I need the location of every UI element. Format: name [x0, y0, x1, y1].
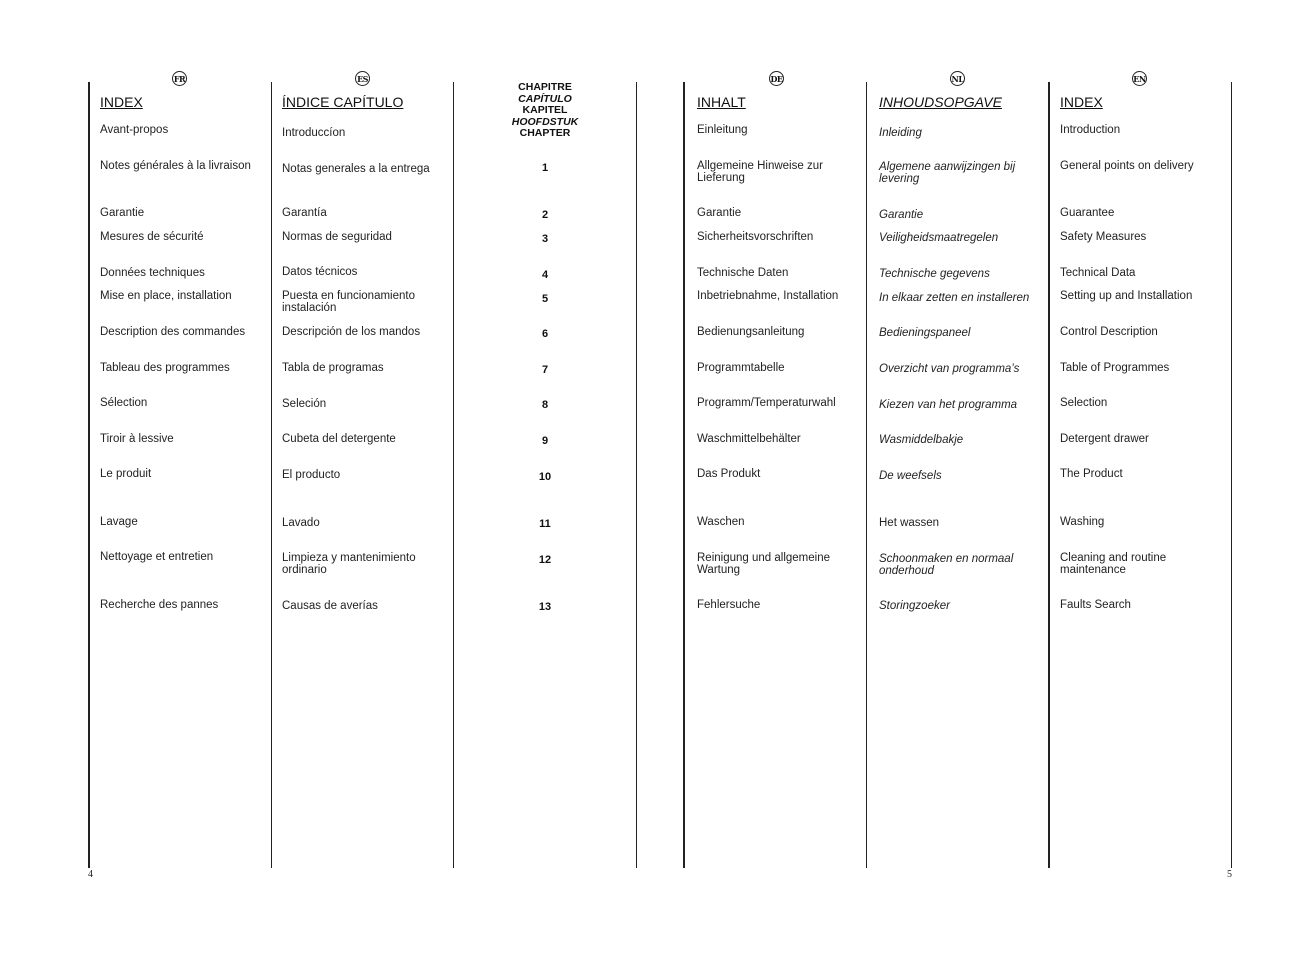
index-entry: Storingzoeker: [879, 600, 950, 612]
index-entry: Algemene aanwijzingen bij levering: [879, 161, 1016, 185]
chapter-header-nl: HOOFDSTUK: [511, 115, 579, 128]
index-entry: Tabla de programas: [282, 362, 384, 374]
chapter-number: 6: [541, 328, 549, 340]
index-entry: Washing: [1060, 516, 1105, 528]
index-entry: Cleaning and routine maintenance: [1060, 552, 1167, 576]
chapter-number: 1: [541, 162, 549, 174]
index-entry: Waschmittelbehälter: [697, 433, 801, 445]
index-entry: Bedieningspaneel: [879, 327, 971, 339]
index-entry: Description des commandes: [100, 326, 246, 338]
index-entry: Mise en place, installation: [100, 290, 232, 302]
index-title-fr: INDEX: [100, 94, 143, 110]
index-entry: Mesures de sécurité: [100, 231, 204, 243]
index-entry: Nettoyage et entretien: [100, 551, 214, 563]
column-rule: [271, 82, 272, 868]
index-entry: Reinigung und allgemeine Wartung: [697, 552, 830, 576]
index-entry: Descripción de los mandos: [282, 326, 421, 338]
index-entry: Table of Programmes: [1060, 362, 1170, 374]
index-entry: Allgemeine Hinweise zur Lieferung: [697, 160, 823, 184]
index-entry: Sicherheitsvorschriften: [697, 231, 814, 243]
language-badge-de: DE: [769, 71, 784, 86]
index-entry: Sélection: [100, 397, 148, 409]
index-entry: Limpieza y mantenimiento ordinario: [282, 552, 416, 576]
index-entry: Technische Daten: [697, 267, 789, 279]
chapter-number: 13: [538, 601, 552, 613]
language-badge-es: ES: [355, 71, 370, 86]
index-entry: In elkaar zetten en installeren: [879, 292, 1030, 304]
index-entry: Données techniques: [100, 267, 205, 279]
column-rule: [453, 82, 454, 868]
chapter-number: 3: [541, 233, 549, 245]
column-rule: [88, 82, 90, 868]
index-entry: Technical Data: [1060, 267, 1136, 279]
chapter-number: 12: [538, 554, 552, 566]
index-entry: Seleción: [282, 398, 327, 410]
chapter-number: 7: [541, 364, 549, 376]
index-entry: Avant-propos: [100, 124, 169, 136]
index-entry: Lavado: [282, 517, 320, 529]
index-entry: Garantía: [282, 207, 327, 219]
chapter-number: 2: [541, 209, 549, 221]
index-entry: Waschen: [697, 516, 745, 528]
index-entry: Technische gegevens: [879, 268, 990, 280]
page-number-left: 4: [88, 869, 93, 880]
index-entry: De weefsels: [879, 470, 942, 482]
index-entry: Setting up and Installation: [1060, 290, 1193, 302]
index-entry: Overzicht van programma’s: [879, 363, 1020, 375]
chapter-header-es: CAPÍTULO: [518, 92, 572, 105]
index-entry: Introduction: [1060, 124, 1121, 136]
index-entry: Garantie: [100, 207, 145, 219]
index-entry: Le produit: [100, 468, 152, 480]
index-entry: Veiligheidsmaatregelen: [879, 232, 999, 244]
index-entry: Recherche des pannes: [100, 599, 219, 611]
index-entry: Einleitung: [697, 124, 748, 136]
column-rule: [1231, 82, 1232, 868]
index-entry: Inleiding: [879, 127, 922, 139]
index-entry: Datos técnicos: [282, 266, 358, 278]
chapter-number: 10: [538, 471, 552, 483]
index-entry: Safety Measures: [1060, 231, 1147, 243]
index-entry: Garantie: [879, 209, 924, 221]
index-entry: Lavage: [100, 516, 138, 528]
chapter-number: 11: [539, 518, 551, 530]
index-entry: Normas de seguridad: [282, 231, 392, 243]
index-entry: Detergent drawer: [1060, 433, 1149, 445]
language-badge-fr: FR: [172, 71, 187, 86]
index-entry: Control Description: [1060, 326, 1158, 338]
chapter-number: 4: [541, 269, 549, 281]
column-rule: [1048, 82, 1050, 868]
index-entry: Inbetriebnahme, Installation: [697, 290, 839, 302]
language-badge-nl: NL: [950, 71, 965, 86]
index-entry: Notas generales a la entrega: [282, 163, 430, 175]
index-entry: Selection: [1060, 397, 1108, 409]
index-entry: Het wassen: [879, 517, 940, 529]
column-rule: [636, 82, 637, 868]
index-entry: Garantie: [697, 207, 742, 219]
index-title-nl: INHOUDSOPGAVE: [879, 94, 1002, 110]
index-entry: Schoonmaken en normaal onderhoud: [879, 553, 1014, 577]
page-number-right: 5: [1227, 869, 1232, 880]
index-entry: Notes générales à la livraison: [100, 160, 251, 172]
index-entry: Tableau des programmes: [100, 362, 230, 374]
index-entry: Introduccíon: [282, 127, 346, 139]
chapter-header: [500, 82, 590, 140]
index-entry: Faults Search: [1060, 599, 1131, 611]
chapter-header-en: CHAPTER: [519, 127, 571, 139]
chapter-number: 9: [541, 435, 549, 447]
chapter-header-de: KAPITEL: [522, 104, 568, 116]
index-title-en: INDEX: [1060, 94, 1103, 110]
column-rule: [683, 82, 685, 868]
index-entry: El producto: [282, 469, 341, 481]
index-entry: Causas de averías: [282, 600, 378, 612]
index-entry: Fehlersuche: [697, 599, 761, 611]
chapter-header-fr: CHAPITRE: [518, 81, 572, 93]
index-entry: Kiezen van het programma: [879, 399, 1018, 411]
index-title-de: INHALT: [697, 94, 746, 110]
index-entry: Cubeta del detergente: [282, 433, 396, 445]
index-entry: Puesta en funcionamiento instalación: [282, 290, 415, 314]
chapter-number: 8: [541, 399, 549, 411]
index-entry: General points on delivery: [1060, 160, 1194, 172]
index-entry: The Product: [1060, 468, 1123, 480]
index-entry: Tiroir à lessive: [100, 433, 174, 445]
index-entry: Programm/Temperaturwahl: [697, 397, 836, 409]
index-entry: Bedienungsanleitung: [697, 326, 805, 338]
column-rule: [866, 82, 867, 868]
index-entry: Guarantee: [1060, 207, 1115, 219]
chapter-number: 5: [541, 293, 549, 305]
index-entry: Programmtabelle: [697, 362, 785, 374]
index-entry: Wasmiddelbakje: [879, 434, 964, 446]
index-entry: Das Produkt: [697, 468, 761, 480]
language-badge-en: EN: [1132, 71, 1147, 86]
index-title-es: ÍNDICE CAPÍTULO: [282, 94, 404, 110]
